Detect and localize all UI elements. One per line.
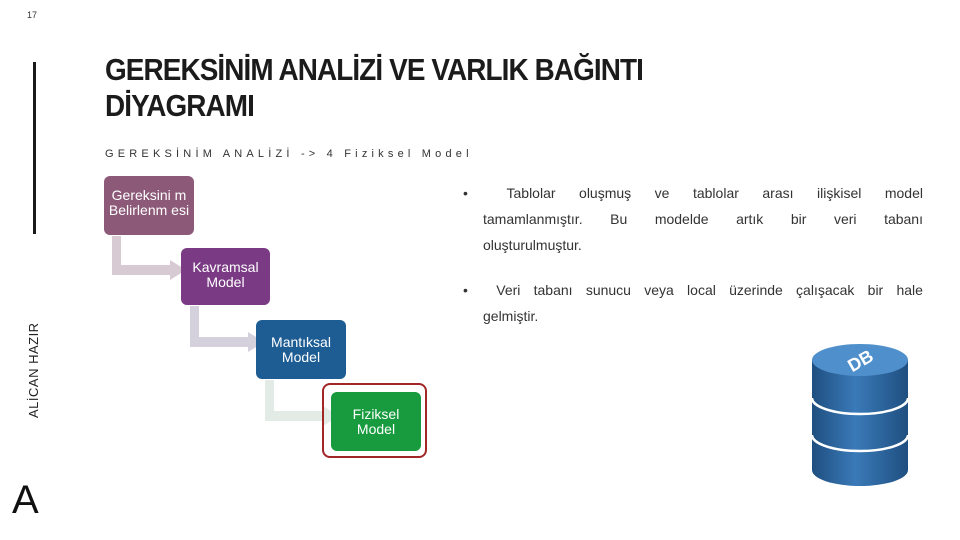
database-icon <box>810 340 910 490</box>
word: tablolar <box>692 185 739 201</box>
word: çalışacak <box>796 282 855 298</box>
author-name: ALİCAN HAZIR <box>26 322 41 418</box>
word: tabanı <box>884 211 923 227</box>
step-label: Gereksini m Belirlenm esi <box>108 186 190 218</box>
bullet-line <box>463 303 923 329</box>
word: üzerinde <box>729 282 783 298</box>
word: oluşturulmuştur. <box>483 237 582 253</box>
bullet-line <box>463 206 923 232</box>
step-logical-model <box>256 320 346 379</box>
word: Bu <box>610 211 628 227</box>
step-requirements <box>104 176 194 235</box>
word: ve <box>654 185 670 201</box>
word: bir <box>867 282 884 298</box>
bullet-line <box>463 277 923 303</box>
word: Veri <box>496 282 521 298</box>
word: bir <box>790 211 807 227</box>
step-label: Kavramsal Model <box>192 259 259 290</box>
word: Tablolar <box>506 185 556 201</box>
word: arası <box>762 185 794 201</box>
word: sunucu <box>585 282 631 298</box>
step-conceptual-model <box>181 248 270 305</box>
bullet-dot: • <box>463 185 468 201</box>
word: local <box>687 282 716 298</box>
word: hale <box>896 282 923 298</box>
database-label: DB <box>844 345 877 377</box>
word: tabanı <box>533 282 573 298</box>
bullet-line <box>463 232 923 258</box>
word: tamamlanmıştır. <box>483 211 583 227</box>
word: ilişkisel <box>817 185 862 201</box>
step-label: Mantıksal Model <box>271 333 331 365</box>
word: veya <box>644 282 674 298</box>
word: gelmiştir. <box>483 308 539 324</box>
bullet-dot: • <box>463 282 468 298</box>
left-rule <box>33 62 36 234</box>
step-physical-model <box>331 392 421 451</box>
word: modelde <box>654 211 709 227</box>
connector-arrow-1 <box>112 236 192 286</box>
slide-subtitle: GEREKSİNİM ANALİZİ -> 4 Fiziksel Model <box>105 148 473 160</box>
word: oluşmuş <box>579 185 632 201</box>
word: artık <box>736 211 764 227</box>
word: veri <box>833 211 857 227</box>
bullet-point-2 <box>463 277 923 329</box>
slide-title: GEREKSİNİM ANALİZİ VE VARLIK BAĞINTI DİYAGRAMI <box>105 52 644 123</box>
word: model <box>884 185 923 201</box>
step-label: Fiziksel Model <box>352 405 400 437</box>
logo-letter: A <box>12 478 39 522</box>
bullet-point-1 <box>463 180 923 258</box>
slide-number: 17 <box>27 10 38 20</box>
bullet-line <box>463 180 923 206</box>
